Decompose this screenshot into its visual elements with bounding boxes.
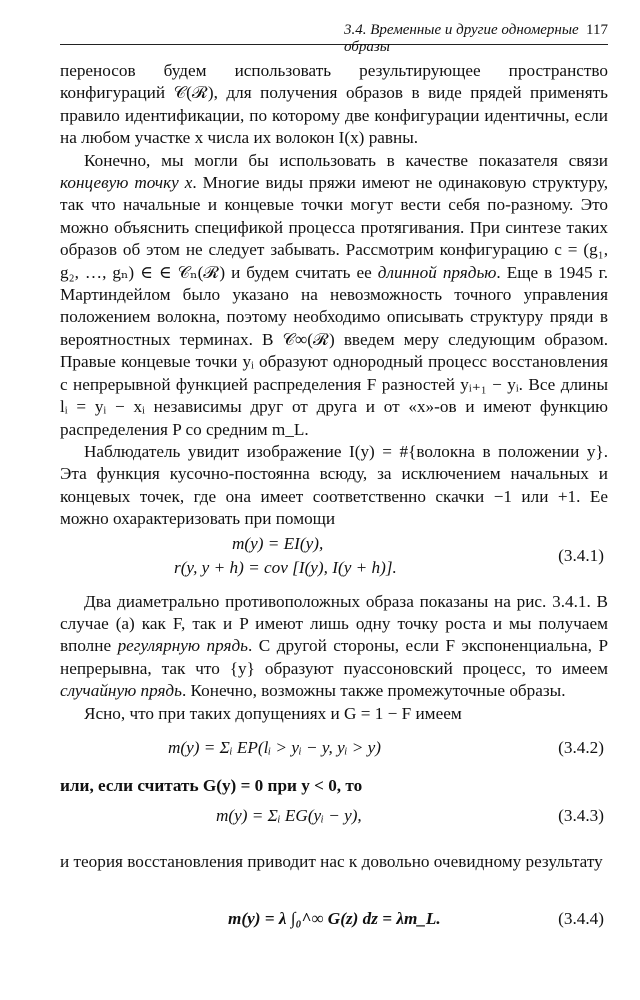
paragraph-2-text-b: . Многие виды пряжи имеют не одинаковую структуру, так что начальные и концевые точки могут вести себя по-разному. Это можно объяснить спецификой процесса протягивания. При синтезе таких образов об этом не следует забывать. Рассмотрим конфигурацию c = (g₁, g₂, …, gₙ) ∈ ∈ 𝒞ₙ(ℛ) и будем считать ее [60,173,609,282]
paragraph-4-text-c: . Конечно, возможны также промежуточные образы. [181,681,566,701]
equation-number-3-4-3: (3.4.3) [558,806,604,826]
paragraph-1: переносов будем использовать результирующее пространство конфигураций 𝒞(ℛ), для получения образов в виде прядей применять правило идентификации, по которому две конфигурации идентичны, если на любом участке x числа их волокон I(x) равны. [60,61,608,148]
paragraph-3: Наблюдатель увидит изображение I(y) = #{волокна в положении y}. Эта функция кусочно-постоянна всюду, за исключением начальных и концевых точек, где она имеет соответственно скачки −1 или +1. Ее можно охарактеризовать при помощи [60,441,608,529]
term-long-strand: длинной прядью [377,262,497,282]
paragraph-4-text-a: Два диаметрально противоположных образа показаны на рис. 3.4.1. В случае (a) как F, так и P имеют лишь одну точку роста и мы получаем вполне [60,591,608,656]
equation-number-3-4-2: (3.4.2) [558,737,604,757]
paragraph-2-text-a: Конечно, мы могли бы использовать в качестве показателя связи [84,150,608,170]
paragraph-5: Ясно, что при таких допущениях и G = 1 − F имеем [84,703,462,723]
paragraph-2 [60,150,608,441]
equation-3-4-2-body: m(y) = Σᵢ EP(lᵢ > yᵢ − y, yᵢ > y) [168,737,382,757]
term-end-point: концевую точку x [60,173,193,193]
paragraph-7: и теория восстановления приводит нас к довольно очевидному результату [60,852,603,872]
equation-3-4-1-line-1: m(y) = EI(y), [232,533,324,553]
equation-number-3-4-1: (3.4.1) [558,545,604,565]
term-regular-strand: регулярную прядь [117,636,248,656]
page-body [60,60,608,948]
term-random-strand: случайную прядь [60,681,182,701]
page-number: 117 [586,22,608,38]
equation-3-4-3-body: m(y) = Σᵢ EG(yᵢ − y), [216,806,362,826]
equation-3-4-2 [60,731,608,771]
paragraph-2-text-c: . Еще в 1945 г. Мартиндейлом было указано на невозможность точного управления положением волокна, поэтому необходимо описывать структуру пряди в вероятностных терминах. В 𝒞∞(ℛ) введем меру следующим образом. Правые концевые точки yᵢ образуют однородный процесс восстановления с непрерывной функцией распределения F разностей yᵢ₊₁ − yᵢ. Все длины lᵢ = yᵢ − xᵢ независимы друг от друга и от «x»-ов и имеют функцию распределения P со средним m_L. [60,262,609,439]
equation-3-4-4 [60,888,608,948]
running-title: 3.4. Временные и другие одномерные образы [344,22,579,55]
page-header [60,18,608,55]
paragraph-4 [60,591,608,703]
equation-number-3-4-4: (3.4.4) [558,908,604,928]
paragraph-6: или, если считать G(y) = 0 при y < 0, то [60,775,363,795]
paragraph-4-text-b: . С другой стороны, если F экспоненциальна, P непрерывна, так что {y} образуют пуассоновский процесс, то имеем [60,636,609,678]
equation-3-4-3 [60,799,608,843]
equation-3-4-1 [60,533,608,585]
equation-3-4-1-line-2: r(y, y + h) = cov [I(y), I(y + h)]. [174,557,397,577]
equation-3-4-4-body: m(y) = λ ∫₀^∞ G(z) dz = λm_L. [228,908,441,928]
